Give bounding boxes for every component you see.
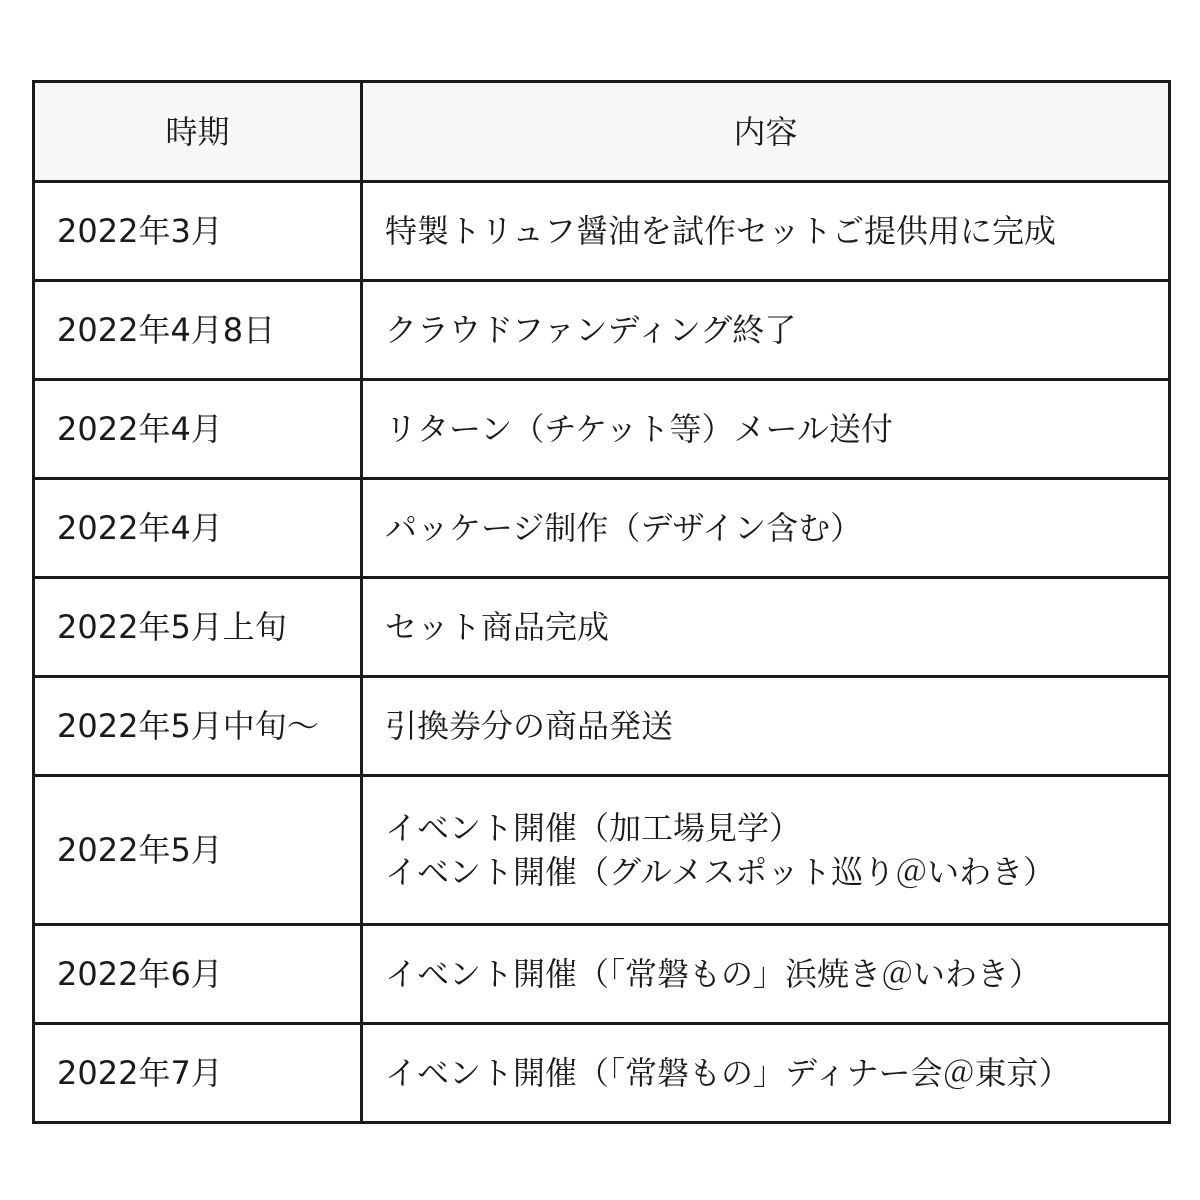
content-line: イベント開催（「常磐もの」浜焼き＠いわき） — [385, 955, 1042, 993]
table-row — [34, 578, 1170, 677]
content-line: イベント開催（グルメスポット巡り＠いわき） — [385, 853, 1056, 891]
period-cell: 2022年3月 — [34, 182, 362, 281]
content-line: パッケージ制作（デザイン含む） — [385, 509, 863, 547]
content-line: 引換券分の商品発送 — [385, 707, 674, 745]
content-cell — [362, 776, 1170, 925]
content-line: イベント開催（加工場見学） — [385, 809, 802, 847]
header-period: 時期 — [34, 82, 362, 182]
content-line: クラウドファンディング終了 — [385, 311, 797, 349]
period-cell: 2022年5月 — [34, 776, 362, 925]
table-row — [34, 925, 1170, 1024]
table-header-row — [34, 82, 1170, 182]
content-cell — [362, 578, 1170, 677]
table-row — [34, 182, 1170, 281]
content-cell — [362, 380, 1170, 479]
table-row — [34, 281, 1170, 380]
content-cell — [362, 1024, 1170, 1123]
content-cell — [362, 281, 1170, 380]
period-cell: 2022年5月上旬 — [34, 578, 362, 677]
content-cell — [362, 182, 1170, 281]
period-cell: 2022年7月 — [34, 1024, 362, 1123]
period-cell: 2022年4月8日 — [34, 281, 362, 380]
content-line: 特製トリュフ醤油を試作セットご提供用に完成 — [385, 212, 1057, 250]
table-row — [34, 380, 1170, 479]
schedule-table — [32, 80, 1171, 1124]
table-row — [34, 776, 1170, 925]
table-row — [34, 479, 1170, 578]
content-line: イベント開催（「常磐もの」ディナー会＠東京） — [385, 1054, 1071, 1092]
period-cell: 2022年4月 — [34, 479, 362, 578]
period-cell: 2022年5月中旬～ — [34, 677, 362, 776]
period-cell: 2022年4月 — [34, 380, 362, 479]
content-line: セット商品完成 — [385, 608, 610, 646]
content-cell — [362, 925, 1170, 1024]
content-line: リターン（チケット等）メール送付 — [385, 410, 893, 448]
content-cell — [362, 479, 1170, 578]
table-row — [34, 677, 1170, 776]
header-content: 内容 — [362, 82, 1170, 182]
table-row — [34, 1024, 1170, 1123]
content-cell — [362, 677, 1170, 776]
period-cell: 2022年6月 — [34, 925, 362, 1024]
